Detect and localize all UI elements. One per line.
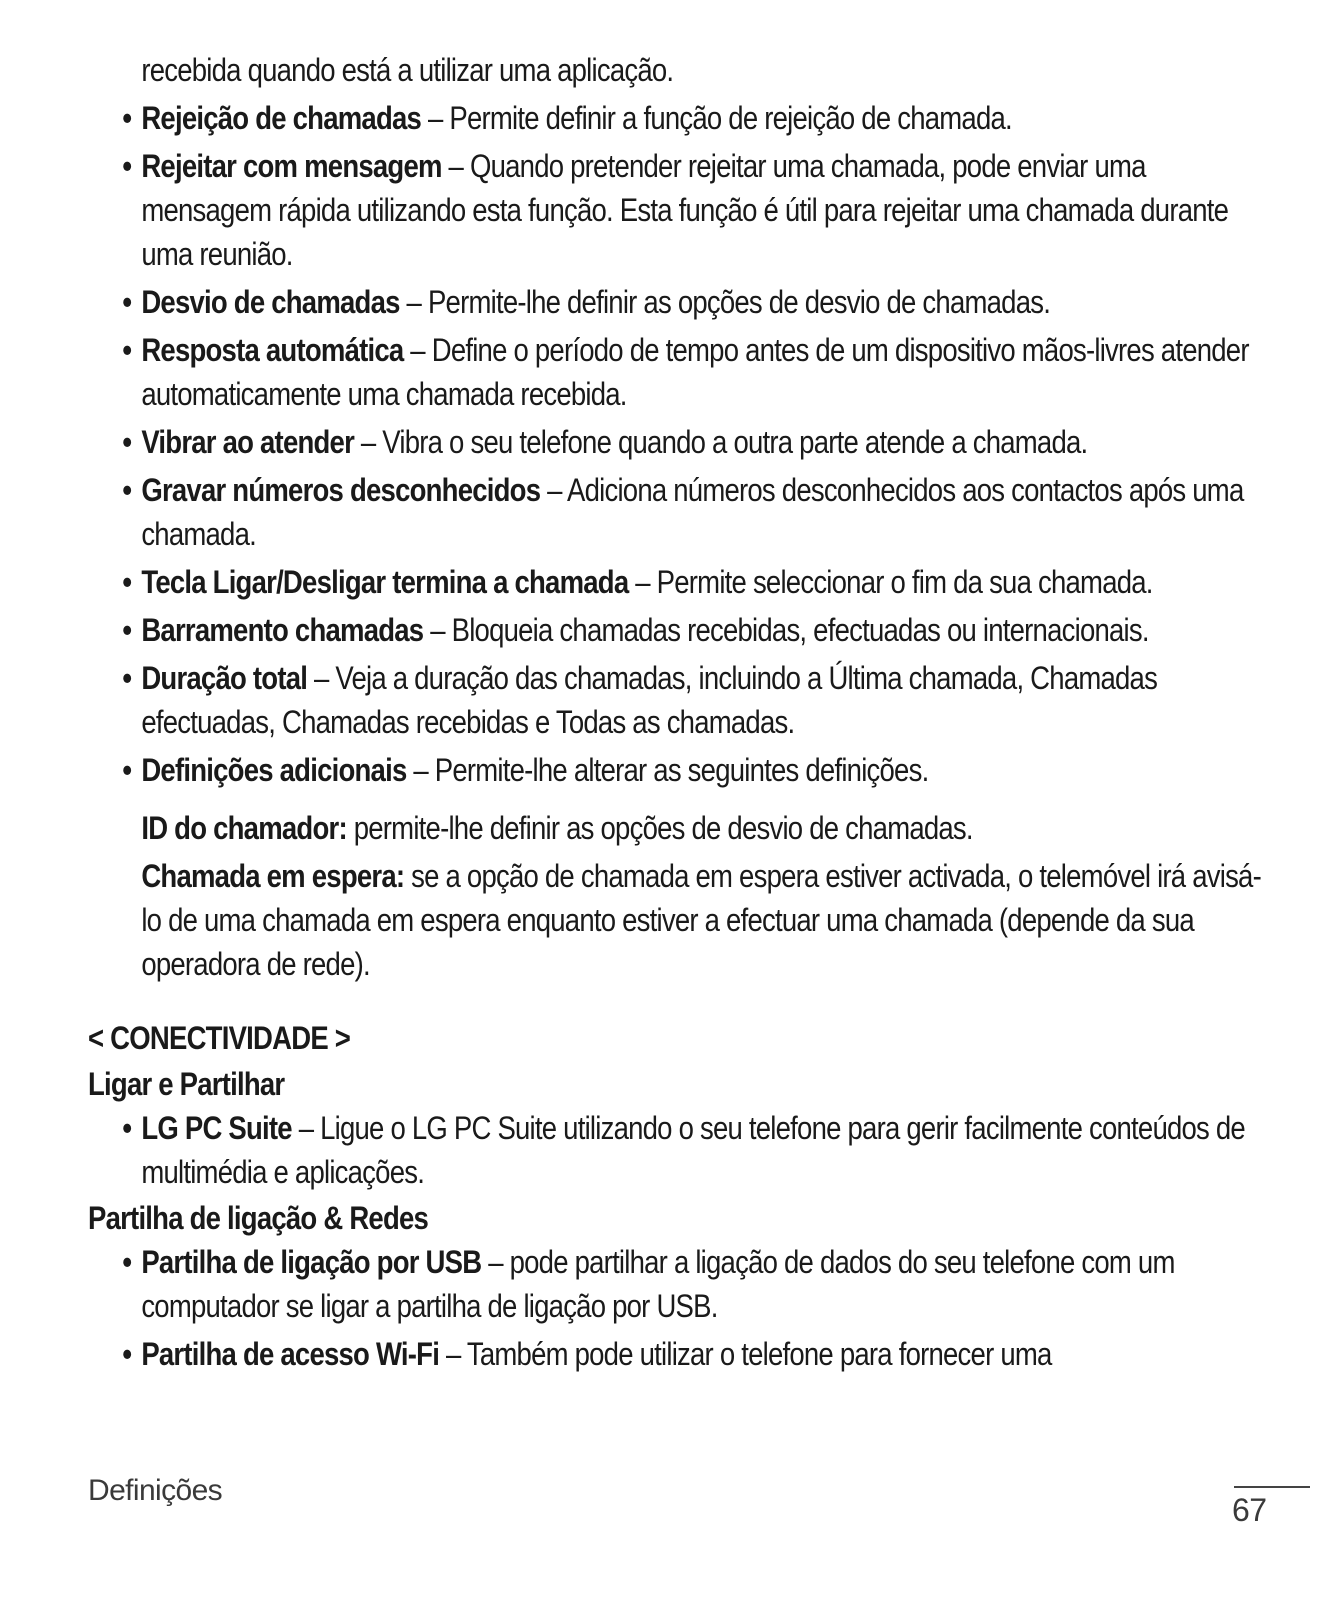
bullet-icon: • bbox=[122, 1244, 132, 1280]
caller-id-paragraph bbox=[88, 806, 1268, 850]
list-item bbox=[88, 468, 1268, 556]
list-item bbox=[88, 748, 1268, 792]
item-description: Ligue o LG PC Suite utilizando o seu telefone para gerir facilmente conteúdos de multimédia e aplicações. bbox=[141, 1110, 1245, 1190]
page-number: 67 bbox=[1232, 1492, 1267, 1528]
bullet-icon: • bbox=[122, 424, 132, 460]
subsection-title: Partilha de ligação & Redes bbox=[88, 1200, 429, 1236]
list-item bbox=[88, 656, 1268, 744]
item-separator: – bbox=[403, 332, 432, 368]
item-separator: – bbox=[423, 612, 452, 648]
list-item bbox=[88, 560, 1268, 604]
bullet-icon: • bbox=[122, 752, 132, 788]
item-separator: – bbox=[540, 472, 568, 508]
item-description: Permite definir a função de rejeição de chamada. bbox=[449, 100, 1012, 136]
item-description: Permite-lhe alterar as seguintes definições. bbox=[434, 752, 929, 788]
bullet-icon: • bbox=[122, 148, 132, 184]
item-separator: – bbox=[307, 660, 336, 696]
page-number-rule bbox=[1234, 1486, 1310, 1488]
list-item bbox=[88, 420, 1268, 464]
item-description: Permite seleccionar o fim da sua chamada. bbox=[656, 564, 1153, 600]
list-item bbox=[88, 1240, 1268, 1328]
item-separator: – bbox=[399, 284, 428, 320]
bullet-icon: • bbox=[122, 100, 132, 136]
item-term: Rejeição de chamadas bbox=[141, 100, 422, 136]
list-item bbox=[88, 1106, 1268, 1194]
item-term: Tecla Ligar/Desligar termina a chamada bbox=[141, 564, 629, 600]
bullet-icon: • bbox=[122, 612, 132, 648]
bullet-icon: • bbox=[122, 332, 132, 368]
item-term: Desvio de chamadas bbox=[141, 284, 400, 320]
item-term: LG PC Suite bbox=[141, 1110, 292, 1146]
item-term: Resposta automática bbox=[141, 332, 404, 368]
item-description: Veja a duração das chamadas, incluindo a Última chamada, Chamadas efectuadas, Chamadas recebidas e Todas as chamadas. bbox=[141, 660, 1158, 740]
list-item bbox=[88, 280, 1268, 324]
page-content bbox=[88, 48, 1268, 1376]
call-settings-list bbox=[88, 96, 1268, 792]
bullet-icon: • bbox=[122, 1110, 132, 1146]
item-description: Também pode utilizar o telefone para fornecer uma bbox=[466, 1336, 1052, 1372]
subsection-title: Ligar e Partilhar bbox=[88, 1066, 285, 1102]
item-description: Quando pretender rejeitar uma chamada, pode enviar uma mensagem rápida utilizando esta função. Esta função é útil para rejeitar uma chamada durante uma reunião. bbox=[141, 148, 1229, 272]
item-term: Duração total bbox=[141, 660, 308, 696]
item-separator: – bbox=[441, 148, 470, 184]
tether-list bbox=[88, 1240, 1268, 1376]
item-separator: – bbox=[354, 424, 383, 460]
list-item bbox=[88, 96, 1268, 140]
bullet-icon: • bbox=[122, 564, 132, 600]
footer-section-name: Definições bbox=[88, 1474, 223, 1507]
item-separator: – bbox=[291, 1110, 321, 1146]
list-item bbox=[88, 1332, 1268, 1376]
section-title: < CONECTIVIDADE > bbox=[88, 1020, 351, 1056]
list-item bbox=[88, 608, 1268, 652]
item-term: Definições adicionais bbox=[141, 752, 407, 788]
list-item bbox=[88, 328, 1268, 416]
item-separator: – bbox=[406, 752, 435, 788]
item-term: Barramento chamadas bbox=[141, 612, 424, 648]
list-item bbox=[88, 144, 1268, 276]
bullet-icon: • bbox=[122, 1336, 132, 1372]
item-term: Partilha de acesso Wi-Fi bbox=[141, 1336, 440, 1372]
item-description: Vibra o seu telefone quando a outra parte atende a chamada. bbox=[382, 424, 1088, 460]
intro-continuation: recebida quando está a utilizar uma aplicação. bbox=[141, 52, 674, 88]
item-separator: – bbox=[439, 1336, 467, 1372]
item-term: Partilha de ligação por USB bbox=[141, 1244, 482, 1280]
item-description: pode partilhar a ligação de dados do seu telefone com um computador se ligar a partilha de ligação por USB. bbox=[141, 1244, 1175, 1324]
connect-list bbox=[88, 1106, 1268, 1194]
item-description: permite-lhe definir as opções de desvio de chamadas. bbox=[346, 810, 973, 846]
bullet-icon: • bbox=[122, 284, 132, 320]
item-separator: – bbox=[481, 1244, 510, 1280]
item-term: Rejeitar com mensagem bbox=[141, 148, 442, 184]
bullet-icon: • bbox=[122, 660, 132, 696]
item-description: Adiciona números desconhecidos aos contactos após uma chamada. bbox=[141, 472, 1244, 552]
item-description: Permite-lhe definir as opções de desvio de chamadas. bbox=[427, 284, 1051, 320]
item-term: Chamada em espera: bbox=[141, 858, 405, 894]
call-waiting-paragraph bbox=[88, 854, 1268, 986]
item-description: Define o período de tempo antes de um dispositivo mãos-livres atender automaticamente uma chamada recebida. bbox=[141, 332, 1249, 412]
bullet-icon: • bbox=[122, 472, 132, 508]
item-term: ID do chamador: bbox=[141, 810, 347, 846]
item-separator: – bbox=[421, 100, 450, 136]
item-term: Vibrar ao atender bbox=[141, 424, 355, 460]
item-term: Gravar números desconhecidos bbox=[141, 472, 541, 508]
item-description: se a opção de chamada em espera estiver activada, o telemóvel irá avisá-lo de uma chamada em espera enquanto estiver a efectuar uma chamada (depende da sua operadora de rede). bbox=[141, 858, 1261, 982]
item-separator: – bbox=[628, 564, 657, 600]
item-description: Bloqueia chamadas recebidas, efectuadas ou internacionais. bbox=[451, 612, 1149, 648]
